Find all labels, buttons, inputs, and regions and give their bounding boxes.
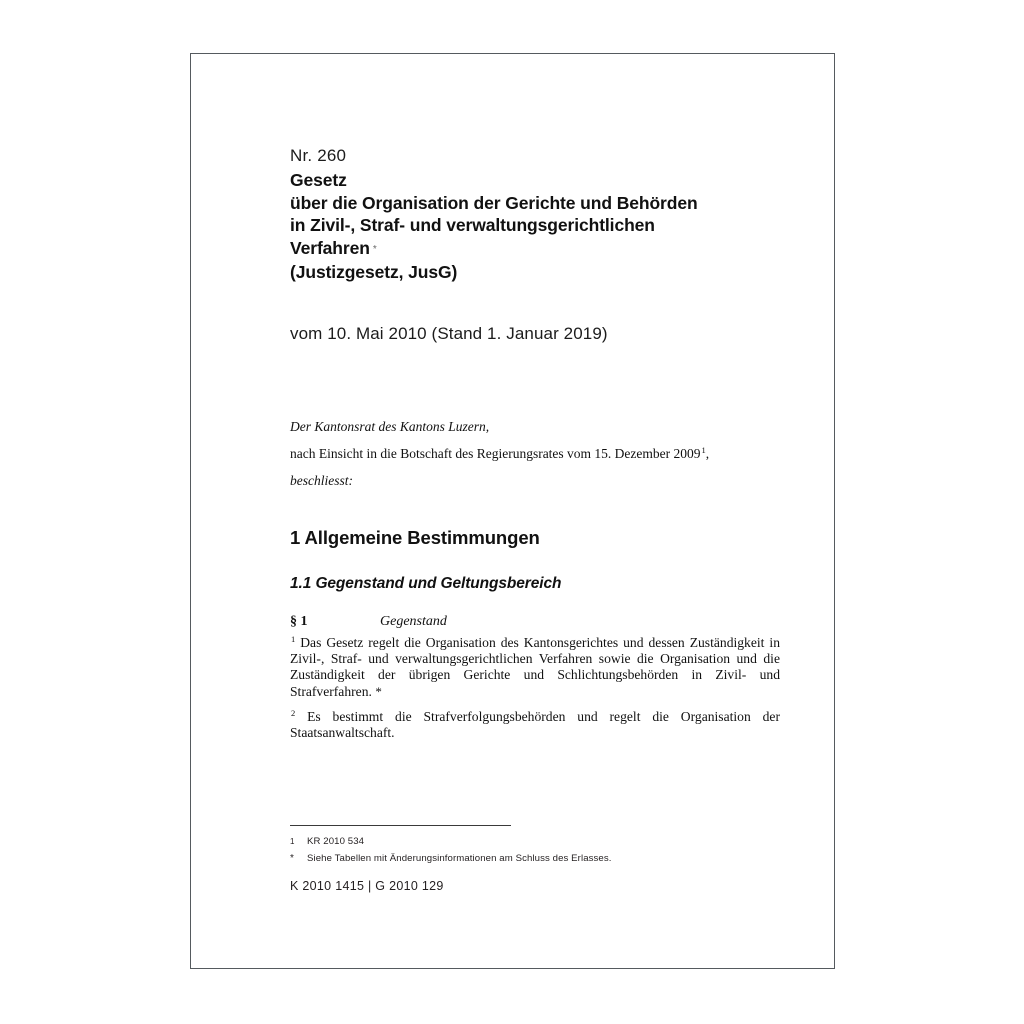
footnotes-block <box>290 835 730 869</box>
title-line-5: (Justizgesetz, JusG) <box>290 262 458 282</box>
article-title: Gegenstand <box>380 614 447 629</box>
title-line-2: über die Organisation der Gerichte und Behörden <box>290 192 698 213</box>
document-content-column <box>290 54 780 968</box>
footnote-separator-rule <box>290 825 511 826</box>
title-line-4-text: Verfahren <box>290 237 370 258</box>
footnote-item <box>290 835 730 848</box>
preamble-line-3: beschliesst: <box>290 473 353 488</box>
heading-section-1-1: 1.1 Gegenstand und Geltungsbereich <box>290 575 562 592</box>
article-paragraph-2 <box>290 709 780 741</box>
footnote-marker: * <box>290 853 294 864</box>
paragraph-2-text: Es bestimmt die Strafverfolgungsbehörden und regelt die Organisation der Staatsanwaltschaft. <box>290 708 780 741</box>
article-block <box>290 614 780 741</box>
preamble-line-2-text: nach Einsicht in die Botschaft des Regierungsrates vom 15. Dezember 2009 <box>290 446 701 461</box>
footnote-text: KR 2010 534 <box>307 836 365 847</box>
article-paragraph-1 <box>290 635 780 700</box>
paragraph-1-marker: 1 <box>291 634 296 644</box>
preamble-line-2-tail: , <box>705 446 710 461</box>
title-line-3: in Zivil-, Straf- und verwaltungsgerichtlichen <box>290 215 655 235</box>
article-header <box>290 614 780 630</box>
document-title <box>290 169 790 284</box>
paragraph-1-text: Das Gesetz regelt die Organisation des Kantonsgerichtes und dessen Zuständigkeit in Zivil-, Straf- und verwaltungsgerichtlichen Verfahren sowie die Organisation und die Zuständigkeit der übrigen Gerichte und Schlichtungsbehörden in Zivil- und Strafverfahren. <box>290 635 780 699</box>
footnote-item <box>290 852 730 865</box>
preamble-footnote-marker: 1 <box>701 445 706 455</box>
publication-reference-line: K 2010 1415 | G 2010 129 <box>290 879 444 893</box>
preamble-line-1: Der Kantonsrat des Kantons Luzern, <box>290 419 490 434</box>
title-footnote-asterisk: * <box>372 243 377 255</box>
document-date-line: vom 10. Mai 2010 (Stand 1. Januar 2019) <box>290 324 608 343</box>
heading-section-1: 1 Allgemeine Bestimmungen <box>290 527 540 548</box>
preamble-line-2 <box>290 446 760 462</box>
preamble-block <box>290 419 760 489</box>
footnote-text: Siehe Tabellen mit Änderungsinformationen am Schluss des Erlasses. <box>307 853 612 864</box>
paragraph-2-marker: 2 <box>291 707 296 718</box>
footnote-marker: 1 <box>290 837 295 846</box>
title-line-1: Gesetz <box>290 170 347 190</box>
document-number: Nr. 260 <box>290 146 347 165</box>
document-page <box>190 53 835 969</box>
paragraph-1-asterisk: * <box>375 683 382 699</box>
title-line-4 <box>290 237 790 262</box>
article-sign: § 1 <box>290 614 308 629</box>
